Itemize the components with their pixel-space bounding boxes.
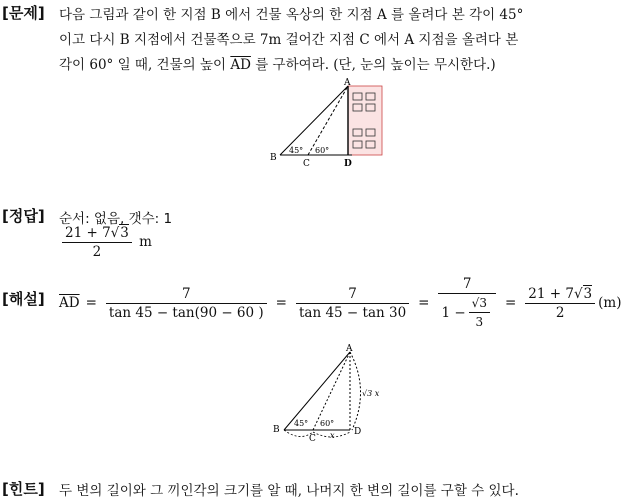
f3-num: 7 [438, 275, 495, 294]
segment-ad: $\overline{AD}$ [230, 57, 251, 73]
sol-label-c: C [309, 434, 316, 444]
angle-60: 60° [315, 146, 330, 155]
sol-angle-60: 60° [320, 419, 335, 428]
f1-den: tan 45 − tan(90 − 60 ) [108, 304, 264, 321]
problem-line-3-start: 각이 60° 일 때, 건물의 높이 [59, 57, 231, 73]
f3-inner-den: 3 [475, 315, 484, 329]
f3-inner-fraction [469, 294, 490, 331]
solution-fraction-2 [296, 285, 409, 322]
sol-angle-45: 45° [294, 419, 309, 428]
f2-den: tan 45 − tan 30 [298, 304, 407, 321]
equals-3: = [418, 295, 430, 311]
f1-num: 7 [106, 285, 267, 304]
f3-inner-num: √3 [469, 294, 490, 313]
solution-unit: (m) [598, 295, 621, 311]
solution-fraction-1 [106, 285, 267, 322]
answer-den: 2 [92, 244, 102, 260]
sol-arc-right [350, 352, 361, 430]
solution-equation [59, 275, 621, 331]
solution-fraction-3 [438, 275, 495, 331]
hint-text: 두 변의 길이와 그 끼인각의 크기를 알 때, 나머지 한 변의 길이를 구할 수 있다. [59, 483, 519, 499]
f4-num-sqrt: 3 [583, 285, 593, 302]
sol-label-a: A [346, 344, 353, 354]
sol-label-d: D [354, 427, 362, 437]
hint-tag: [힌트] [2, 480, 45, 498]
solution-fraction-4: $\frac{21 + 7√3}{2}$ [525, 285, 595, 322]
sol-label-b: B [273, 425, 280, 435]
equals-2: = [275, 295, 287, 311]
answer-unit: m [139, 234, 152, 250]
answer-num: 21 + 7 [65, 225, 111, 241]
f2-num: 7 [296, 285, 409, 304]
f4-den: 2 [555, 304, 565, 321]
label-a: A [344, 78, 351, 88]
equals-4: = [504, 295, 517, 311]
label-b: B [270, 153, 277, 163]
answer-tag: [정답] [2, 207, 45, 225]
answer-fraction: $\frac{21 + 7√3}{2}$ [62, 224, 132, 261]
problem-line-3-end: 를 구하여라. (단, 눈의 높이는 무시한다.) [250, 57, 496, 73]
problem-line-2: 이고 다시 B 지점에서 건물쪽으로 7m 걸어간 지점 C 에서 A 지점을 올려다 본 [59, 32, 519, 48]
sol-side-label: √3 x [362, 389, 380, 398]
answer-value [59, 224, 152, 261]
angle-45: 45° [289, 146, 304, 155]
solution-tag: [해설] [2, 290, 45, 308]
sol-bottom-label: x [330, 431, 335, 440]
problem-line-1: 다음 그림과 같이 한 지점 B 에서 건물 옥상의 한 지점 A 를 올려다 본 각이 45° [59, 7, 524, 23]
problem-tag: [문제] [2, 4, 45, 22]
f4-num: 21 + 7 [528, 285, 574, 302]
equals-1: = [85, 295, 97, 311]
solution-lhs: $\overline{AD}$ [59, 295, 80, 311]
label-c: C [303, 159, 310, 169]
label-d: D [344, 159, 352, 169]
f3-den-a: 1 − [441, 304, 466, 321]
answer-meta: 순서: 없음, 갯수: 1 [59, 211, 173, 227]
answer-num-sqrt: 3 [120, 225, 129, 241]
